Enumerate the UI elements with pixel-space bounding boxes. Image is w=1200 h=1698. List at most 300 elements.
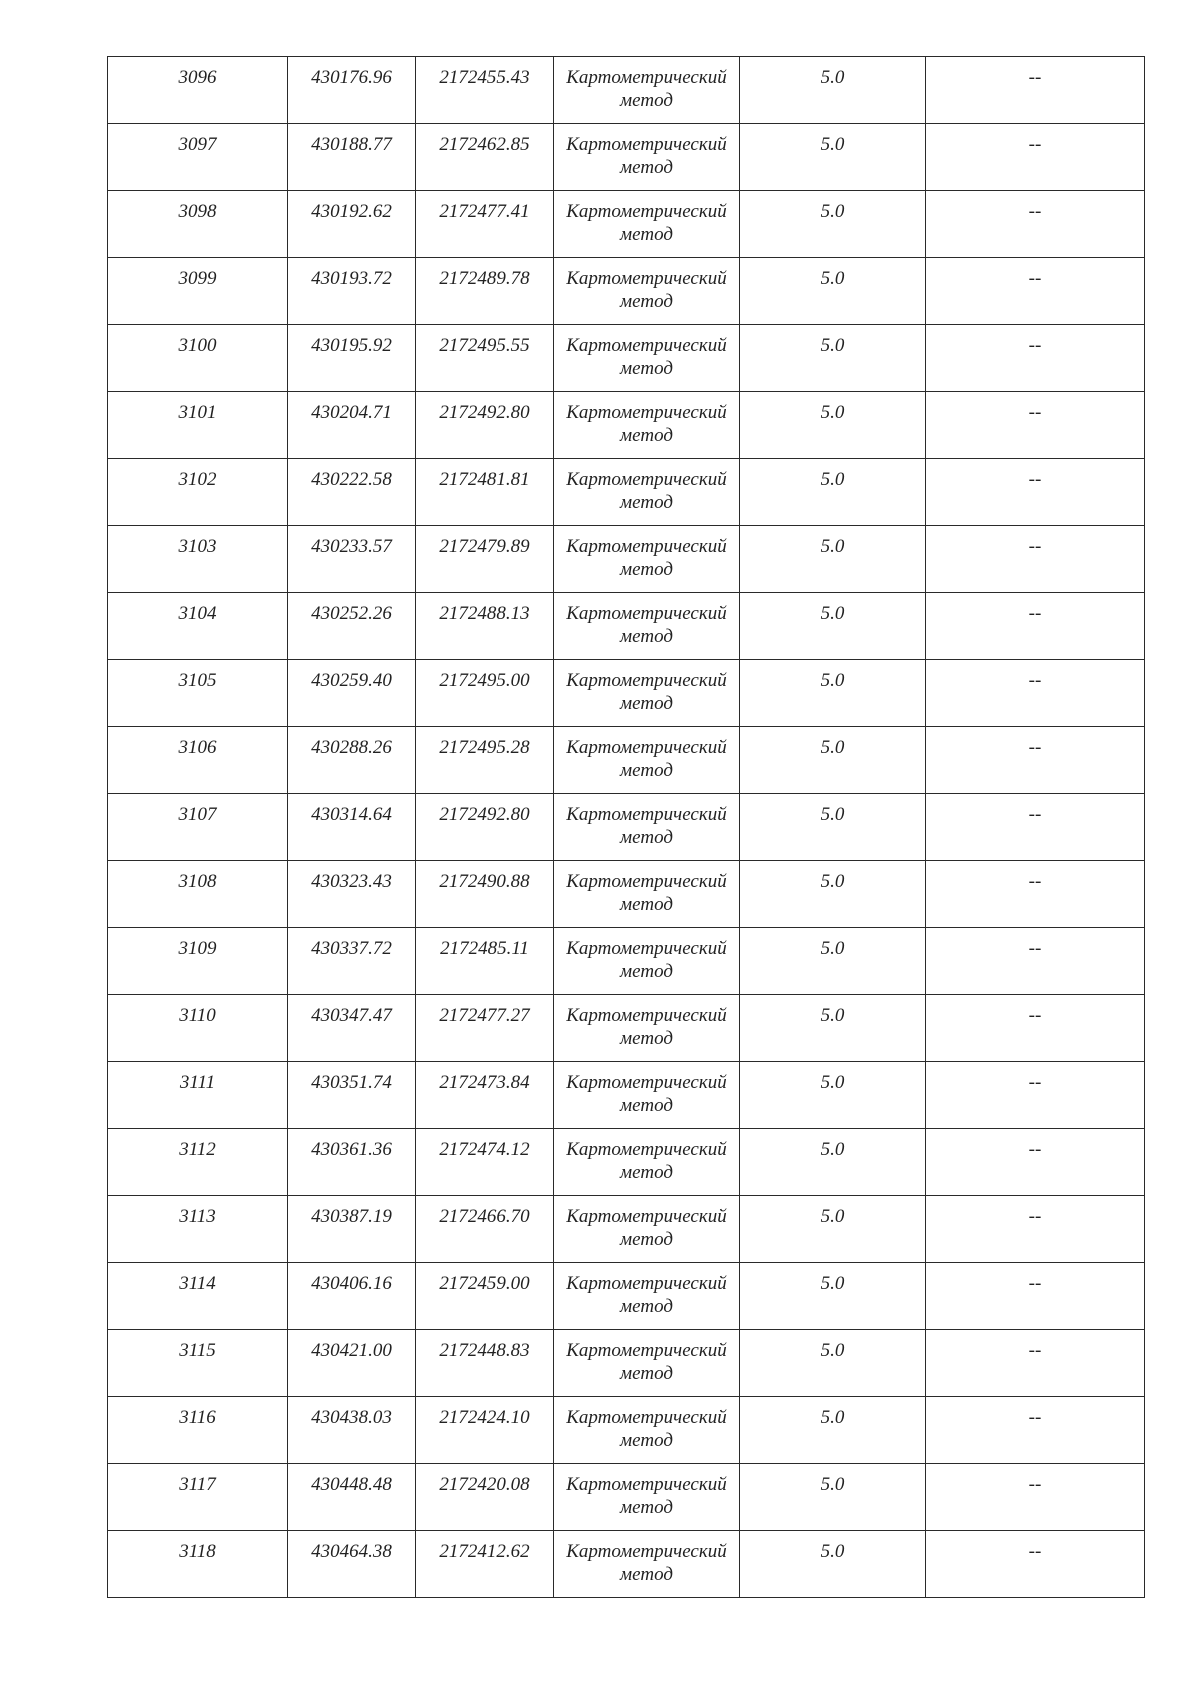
y-coordinate-value: 2172420.08 [439, 1474, 530, 1495]
y-coordinate-cell [416, 861, 554, 928]
x-coordinate-value: 430464.38 [311, 1541, 392, 1562]
precision-cell [740, 124, 926, 191]
method-cell [554, 1263, 740, 1330]
y-coordinate-value: 2172473.84 [439, 1072, 530, 1093]
y-coordinate-value: 2172477.41 [439, 201, 530, 222]
point-number-cell [108, 526, 288, 593]
note-value: -- [1028, 1340, 1042, 1361]
precision-value: 5.0 [820, 201, 845, 222]
method-line-2: метод [620, 894, 673, 915]
y-coordinate-cell [416, 794, 554, 861]
method-cell [554, 57, 740, 124]
note-value: -- [1028, 938, 1042, 959]
table-row [108, 1464, 1145, 1531]
x-coordinate-value: 430361.36 [311, 1139, 392, 1160]
point-number-cell [108, 459, 288, 526]
note-value: -- [1028, 134, 1042, 155]
method-text [554, 1531, 739, 1586]
x-coordinate-value: 430347.47 [311, 1005, 392, 1026]
method-line-1: Картометрический [566, 1072, 727, 1093]
precision-cell [740, 1129, 926, 1196]
point-number-value: 3099 [178, 268, 217, 289]
x-coordinate-cell [288, 392, 416, 459]
x-coordinate-value: 430387.19 [311, 1206, 392, 1227]
method-text [554, 1196, 739, 1251]
y-coordinate-value: 2172424.10 [439, 1407, 530, 1428]
precision-cell [740, 392, 926, 459]
method-line-1: Картометрический [566, 536, 727, 557]
x-coordinate-value: 430192.62 [311, 201, 392, 222]
x-coordinate-cell [288, 1062, 416, 1129]
method-line-1: Картометрический [566, 603, 727, 624]
y-coordinate-cell [416, 1129, 554, 1196]
x-coordinate-value: 430288.26 [311, 737, 392, 758]
note-cell [926, 1397, 1145, 1464]
x-coordinate-cell [288, 593, 416, 660]
x-coordinate-cell [288, 1196, 416, 1263]
precision-cell [740, 1062, 926, 1129]
x-coordinate-cell [288, 1531, 416, 1598]
method-line-1: Картометрический [566, 1340, 727, 1361]
x-coordinate-cell [288, 57, 416, 124]
y-coordinate-value: 2172485.11 [440, 938, 529, 959]
method-text [554, 861, 739, 916]
y-coordinate-value: 2172495.55 [439, 335, 530, 356]
x-coordinate-cell [288, 526, 416, 593]
x-coordinate-cell [288, 727, 416, 794]
x-coordinate-cell [288, 1330, 416, 1397]
method-line-2: метод [620, 1564, 673, 1585]
method-line-2: метод [620, 291, 673, 312]
precision-cell [740, 325, 926, 392]
coordinates-table-body [108, 57, 1145, 1598]
method-cell [554, 392, 740, 459]
point-number-cell [108, 727, 288, 794]
method-line-1: Картометрический [566, 335, 727, 356]
method-text [554, 1397, 739, 1452]
method-cell [554, 1531, 740, 1598]
method-line-2: метод [620, 358, 673, 379]
point-number-value: 3112 [179, 1139, 216, 1160]
table-row [108, 124, 1145, 191]
precision-value: 5.0 [820, 871, 845, 892]
y-coordinate-value: 2172489.78 [439, 268, 530, 289]
x-coordinate-value: 430448.48 [311, 1474, 392, 1495]
y-coordinate-value: 2172479.89 [439, 536, 530, 557]
precision-cell [740, 1531, 926, 1598]
point-number-cell [108, 325, 288, 392]
point-number-cell [108, 1263, 288, 1330]
y-coordinate-value: 2172495.00 [439, 670, 530, 691]
x-coordinate-value: 430438.03 [311, 1407, 392, 1428]
note-cell [926, 1330, 1145, 1397]
table-row [108, 191, 1145, 258]
note-value: -- [1028, 1206, 1042, 1227]
precision-cell [740, 526, 926, 593]
x-coordinate-cell [288, 1464, 416, 1531]
precision-cell [740, 1196, 926, 1263]
note-value: -- [1028, 1474, 1042, 1495]
note-cell [926, 1129, 1145, 1196]
precision-cell [740, 191, 926, 258]
method-text [554, 794, 739, 849]
method-text [554, 660, 739, 715]
precision-value: 5.0 [820, 1407, 845, 1428]
method-text [554, 258, 739, 313]
precision-value: 5.0 [820, 1139, 845, 1160]
y-coordinate-cell [416, 1531, 554, 1598]
x-coordinate-cell [288, 1129, 416, 1196]
method-line-2: метод [620, 693, 673, 714]
note-cell [926, 995, 1145, 1062]
y-coordinate-value: 2172492.80 [439, 804, 530, 825]
point-number-cell [108, 392, 288, 459]
x-coordinate-cell [288, 794, 416, 861]
note-value: -- [1028, 670, 1042, 691]
note-value: -- [1028, 1407, 1042, 1428]
y-coordinate-cell [416, 1330, 554, 1397]
method-cell [554, 124, 740, 191]
note-cell [926, 794, 1145, 861]
y-coordinate-cell [416, 660, 554, 727]
x-coordinate-value: 430233.57 [311, 536, 392, 557]
x-coordinate-value: 430193.72 [311, 268, 392, 289]
table-row [108, 258, 1145, 325]
point-number-value: 3116 [179, 1407, 216, 1428]
point-number-value: 3115 [179, 1340, 216, 1361]
method-line-2: метод [620, 1296, 673, 1317]
method-cell [554, 258, 740, 325]
point-number-cell [108, 794, 288, 861]
note-value: -- [1028, 1072, 1042, 1093]
y-coordinate-cell [416, 57, 554, 124]
table-row [108, 1330, 1145, 1397]
method-line-2: метод [620, 961, 673, 982]
y-coordinate-value: 2172459.00 [439, 1273, 530, 1294]
method-line-2: метод [620, 1028, 673, 1049]
table-row [108, 1062, 1145, 1129]
x-coordinate-cell [288, 459, 416, 526]
precision-value: 5.0 [820, 134, 845, 155]
note-cell [926, 459, 1145, 526]
method-text [554, 325, 739, 380]
note-value: -- [1028, 1139, 1042, 1160]
method-text [554, 1263, 739, 1318]
point-number-value: 3107 [178, 804, 217, 825]
method-text [554, 928, 739, 983]
point-number-value: 3108 [178, 871, 217, 892]
method-line-2: метод [620, 1095, 673, 1116]
point-number-cell [108, 1196, 288, 1263]
method-cell [554, 928, 740, 995]
point-number-value: 3103 [178, 536, 217, 557]
y-coordinate-cell [416, 459, 554, 526]
method-cell [554, 995, 740, 1062]
method-cell [554, 1397, 740, 1464]
table-row [108, 861, 1145, 928]
x-coordinate-cell [288, 861, 416, 928]
precision-cell [740, 1330, 926, 1397]
point-number-value: 3106 [178, 737, 217, 758]
method-cell [554, 1330, 740, 1397]
precision-cell [740, 57, 926, 124]
precision-value: 5.0 [820, 1206, 845, 1227]
method-line-1: Картометрический [566, 670, 727, 691]
precision-value: 5.0 [820, 1340, 845, 1361]
precision-value: 5.0 [820, 1474, 845, 1495]
table-row [108, 928, 1145, 995]
point-number-value: 3110 [179, 1005, 216, 1026]
table-row [108, 325, 1145, 392]
method-text [554, 995, 739, 1050]
note-cell [926, 727, 1145, 794]
precision-value: 5.0 [820, 737, 845, 758]
x-coordinate-cell [288, 325, 416, 392]
precision-cell [740, 1263, 926, 1330]
y-coordinate-cell [416, 191, 554, 258]
x-coordinate-value: 430337.72 [311, 938, 392, 959]
method-line-2: метод [620, 760, 673, 781]
table-row [108, 1397, 1145, 1464]
method-line-2: метод [620, 90, 673, 111]
table-row [108, 1196, 1145, 1263]
y-coordinate-cell [416, 928, 554, 995]
y-coordinate-value: 2172466.70 [439, 1206, 530, 1227]
y-coordinate-value: 2172462.85 [439, 134, 530, 155]
method-line-2: метод [620, 224, 673, 245]
table-row [108, 1531, 1145, 1598]
method-line-1: Картометрический [566, 134, 727, 155]
method-line-2: метод [620, 425, 673, 446]
method-line-1: Картометрический [566, 469, 727, 490]
point-number-cell [108, 1330, 288, 1397]
point-number-value: 3111 [179, 1072, 216, 1093]
method-text [554, 57, 739, 112]
note-cell [926, 1531, 1145, 1598]
method-line-2: метод [620, 626, 673, 647]
method-line-1: Картометрический [566, 1139, 727, 1160]
method-text [554, 1330, 739, 1385]
method-line-1: Картометрический [566, 201, 727, 222]
point-number-cell [108, 1531, 288, 1598]
precision-cell [740, 459, 926, 526]
y-coordinate-cell [416, 258, 554, 325]
method-cell [554, 1129, 740, 1196]
y-coordinate-value: 2172477.27 [439, 1005, 530, 1026]
method-cell [554, 861, 740, 928]
note-cell [926, 57, 1145, 124]
y-coordinate-cell [416, 1263, 554, 1330]
precision-cell [740, 593, 926, 660]
note-value: -- [1028, 1273, 1042, 1294]
y-coordinate-cell [416, 1196, 554, 1263]
precision-cell [740, 794, 926, 861]
point-number-cell [108, 928, 288, 995]
precision-cell [740, 258, 926, 325]
coordinates-table [107, 56, 1145, 1598]
method-text [554, 392, 739, 447]
method-line-1: Картометрический [566, 1407, 727, 1428]
method-cell [554, 191, 740, 258]
precision-value: 5.0 [820, 804, 845, 825]
precision-cell [740, 1464, 926, 1531]
point-number-value: 3101 [178, 402, 217, 423]
method-cell [554, 1062, 740, 1129]
note-cell [926, 526, 1145, 593]
point-number-cell [108, 1397, 288, 1464]
point-number-value: 3118 [179, 1541, 216, 1562]
method-text [554, 124, 739, 179]
method-line-1: Картометрический [566, 1005, 727, 1026]
note-value: -- [1028, 804, 1042, 825]
method-line-2: метод [620, 1229, 673, 1250]
precision-value: 5.0 [820, 670, 845, 691]
x-coordinate-value: 430176.96 [311, 67, 392, 88]
precision-cell [740, 660, 926, 727]
note-cell [926, 1263, 1145, 1330]
note-cell [926, 1464, 1145, 1531]
y-coordinate-value: 2172481.81 [439, 469, 530, 490]
precision-value: 5.0 [820, 603, 845, 624]
x-coordinate-value: 430252.26 [311, 603, 392, 624]
note-value: -- [1028, 335, 1042, 356]
table-row [108, 526, 1145, 593]
point-number-value: 3117 [179, 1474, 216, 1495]
method-line-2: метод [620, 1162, 673, 1183]
method-line-1: Картометрический [566, 67, 727, 88]
method-line-2: метод [620, 492, 673, 513]
point-number-cell [108, 1062, 288, 1129]
method-line-1: Картометрический [566, 871, 727, 892]
y-coordinate-value: 2172455.43 [439, 67, 530, 88]
method-line-2: метод [620, 157, 673, 178]
method-text [554, 1464, 739, 1519]
table-row [108, 392, 1145, 459]
x-coordinate-cell [288, 258, 416, 325]
table-row [108, 794, 1145, 861]
method-line-1: Картометрический [566, 1541, 727, 1562]
method-line-2: метод [620, 827, 673, 848]
note-value: -- [1028, 402, 1042, 423]
note-cell [926, 1196, 1145, 1263]
method-line-2: метод [620, 1363, 673, 1384]
table-row [108, 57, 1145, 124]
precision-value: 5.0 [820, 1541, 845, 1562]
y-coordinate-cell [416, 1464, 554, 1531]
method-cell [554, 526, 740, 593]
x-coordinate-value: 430188.77 [311, 134, 392, 155]
note-value: -- [1028, 737, 1042, 758]
note-value: -- [1028, 469, 1042, 490]
point-number-value: 3104 [178, 603, 217, 624]
x-coordinate-cell [288, 124, 416, 191]
point-number-value: 3114 [179, 1273, 216, 1294]
method-line-1: Картометрический [566, 402, 727, 423]
x-coordinate-value: 430259.40 [311, 670, 392, 691]
precision-cell [740, 995, 926, 1062]
precision-value: 5.0 [820, 335, 845, 356]
y-coordinate-value: 2172492.80 [439, 402, 530, 423]
note-value: -- [1028, 871, 1042, 892]
method-cell [554, 325, 740, 392]
note-cell [926, 191, 1145, 258]
y-coordinate-cell [416, 392, 554, 459]
note-cell [926, 928, 1145, 995]
method-line-2: метод [620, 1430, 673, 1451]
method-cell [554, 1196, 740, 1263]
point-number-value: 3096 [178, 67, 217, 88]
point-number-value: 3102 [178, 469, 217, 490]
point-number-cell [108, 57, 288, 124]
note-cell [926, 1062, 1145, 1129]
y-coordinate-cell [416, 526, 554, 593]
method-cell [554, 459, 740, 526]
point-number-value: 3100 [178, 335, 217, 356]
x-coordinate-cell [288, 1263, 416, 1330]
precision-value: 5.0 [820, 469, 845, 490]
x-coordinate-cell [288, 995, 416, 1062]
point-number-value: 3105 [178, 670, 217, 691]
method-line-1: Картометрический [566, 737, 727, 758]
note-value: -- [1028, 1005, 1042, 1026]
table-row [108, 727, 1145, 794]
point-number-cell [108, 995, 288, 1062]
note-value: -- [1028, 536, 1042, 557]
x-coordinate-value: 430222.58 [311, 469, 392, 490]
point-number-cell [108, 593, 288, 660]
note-value: -- [1028, 67, 1042, 88]
x-coordinate-value: 430323.43 [311, 871, 392, 892]
method-cell [554, 593, 740, 660]
point-number-cell [108, 861, 288, 928]
precision-value: 5.0 [820, 938, 845, 959]
method-cell [554, 727, 740, 794]
note-value: -- [1028, 1541, 1042, 1562]
note-cell [926, 660, 1145, 727]
y-coordinate-cell [416, 1397, 554, 1464]
y-coordinate-cell [416, 995, 554, 1062]
note-cell [926, 258, 1145, 325]
precision-cell [740, 861, 926, 928]
y-coordinate-value: 2172474.12 [439, 1139, 530, 1160]
point-number-value: 3098 [178, 201, 217, 222]
point-number-cell [108, 191, 288, 258]
method-text [554, 526, 739, 581]
y-coordinate-cell [416, 727, 554, 794]
note-value: -- [1028, 603, 1042, 624]
method-line-1: Картометрический [566, 1206, 727, 1227]
precision-value: 5.0 [820, 1072, 845, 1093]
note-cell [926, 325, 1145, 392]
note-value: -- [1028, 201, 1042, 222]
method-text [554, 727, 739, 782]
precision-cell [740, 1397, 926, 1464]
y-coordinate-value: 2172488.13 [439, 603, 530, 624]
point-number-cell [108, 1129, 288, 1196]
note-cell [926, 392, 1145, 459]
method-cell [554, 660, 740, 727]
x-coordinate-cell [288, 191, 416, 258]
precision-value: 5.0 [820, 67, 845, 88]
y-coordinate-cell [416, 593, 554, 660]
precision-value: 5.0 [820, 268, 845, 289]
table-row [108, 1263, 1145, 1330]
x-coordinate-value: 430406.16 [311, 1273, 392, 1294]
method-line-1: Картометрический [566, 1273, 727, 1294]
precision-value: 5.0 [820, 1273, 845, 1294]
point-number-value: 3113 [179, 1206, 216, 1227]
x-coordinate-value: 430351.74 [311, 1072, 392, 1093]
